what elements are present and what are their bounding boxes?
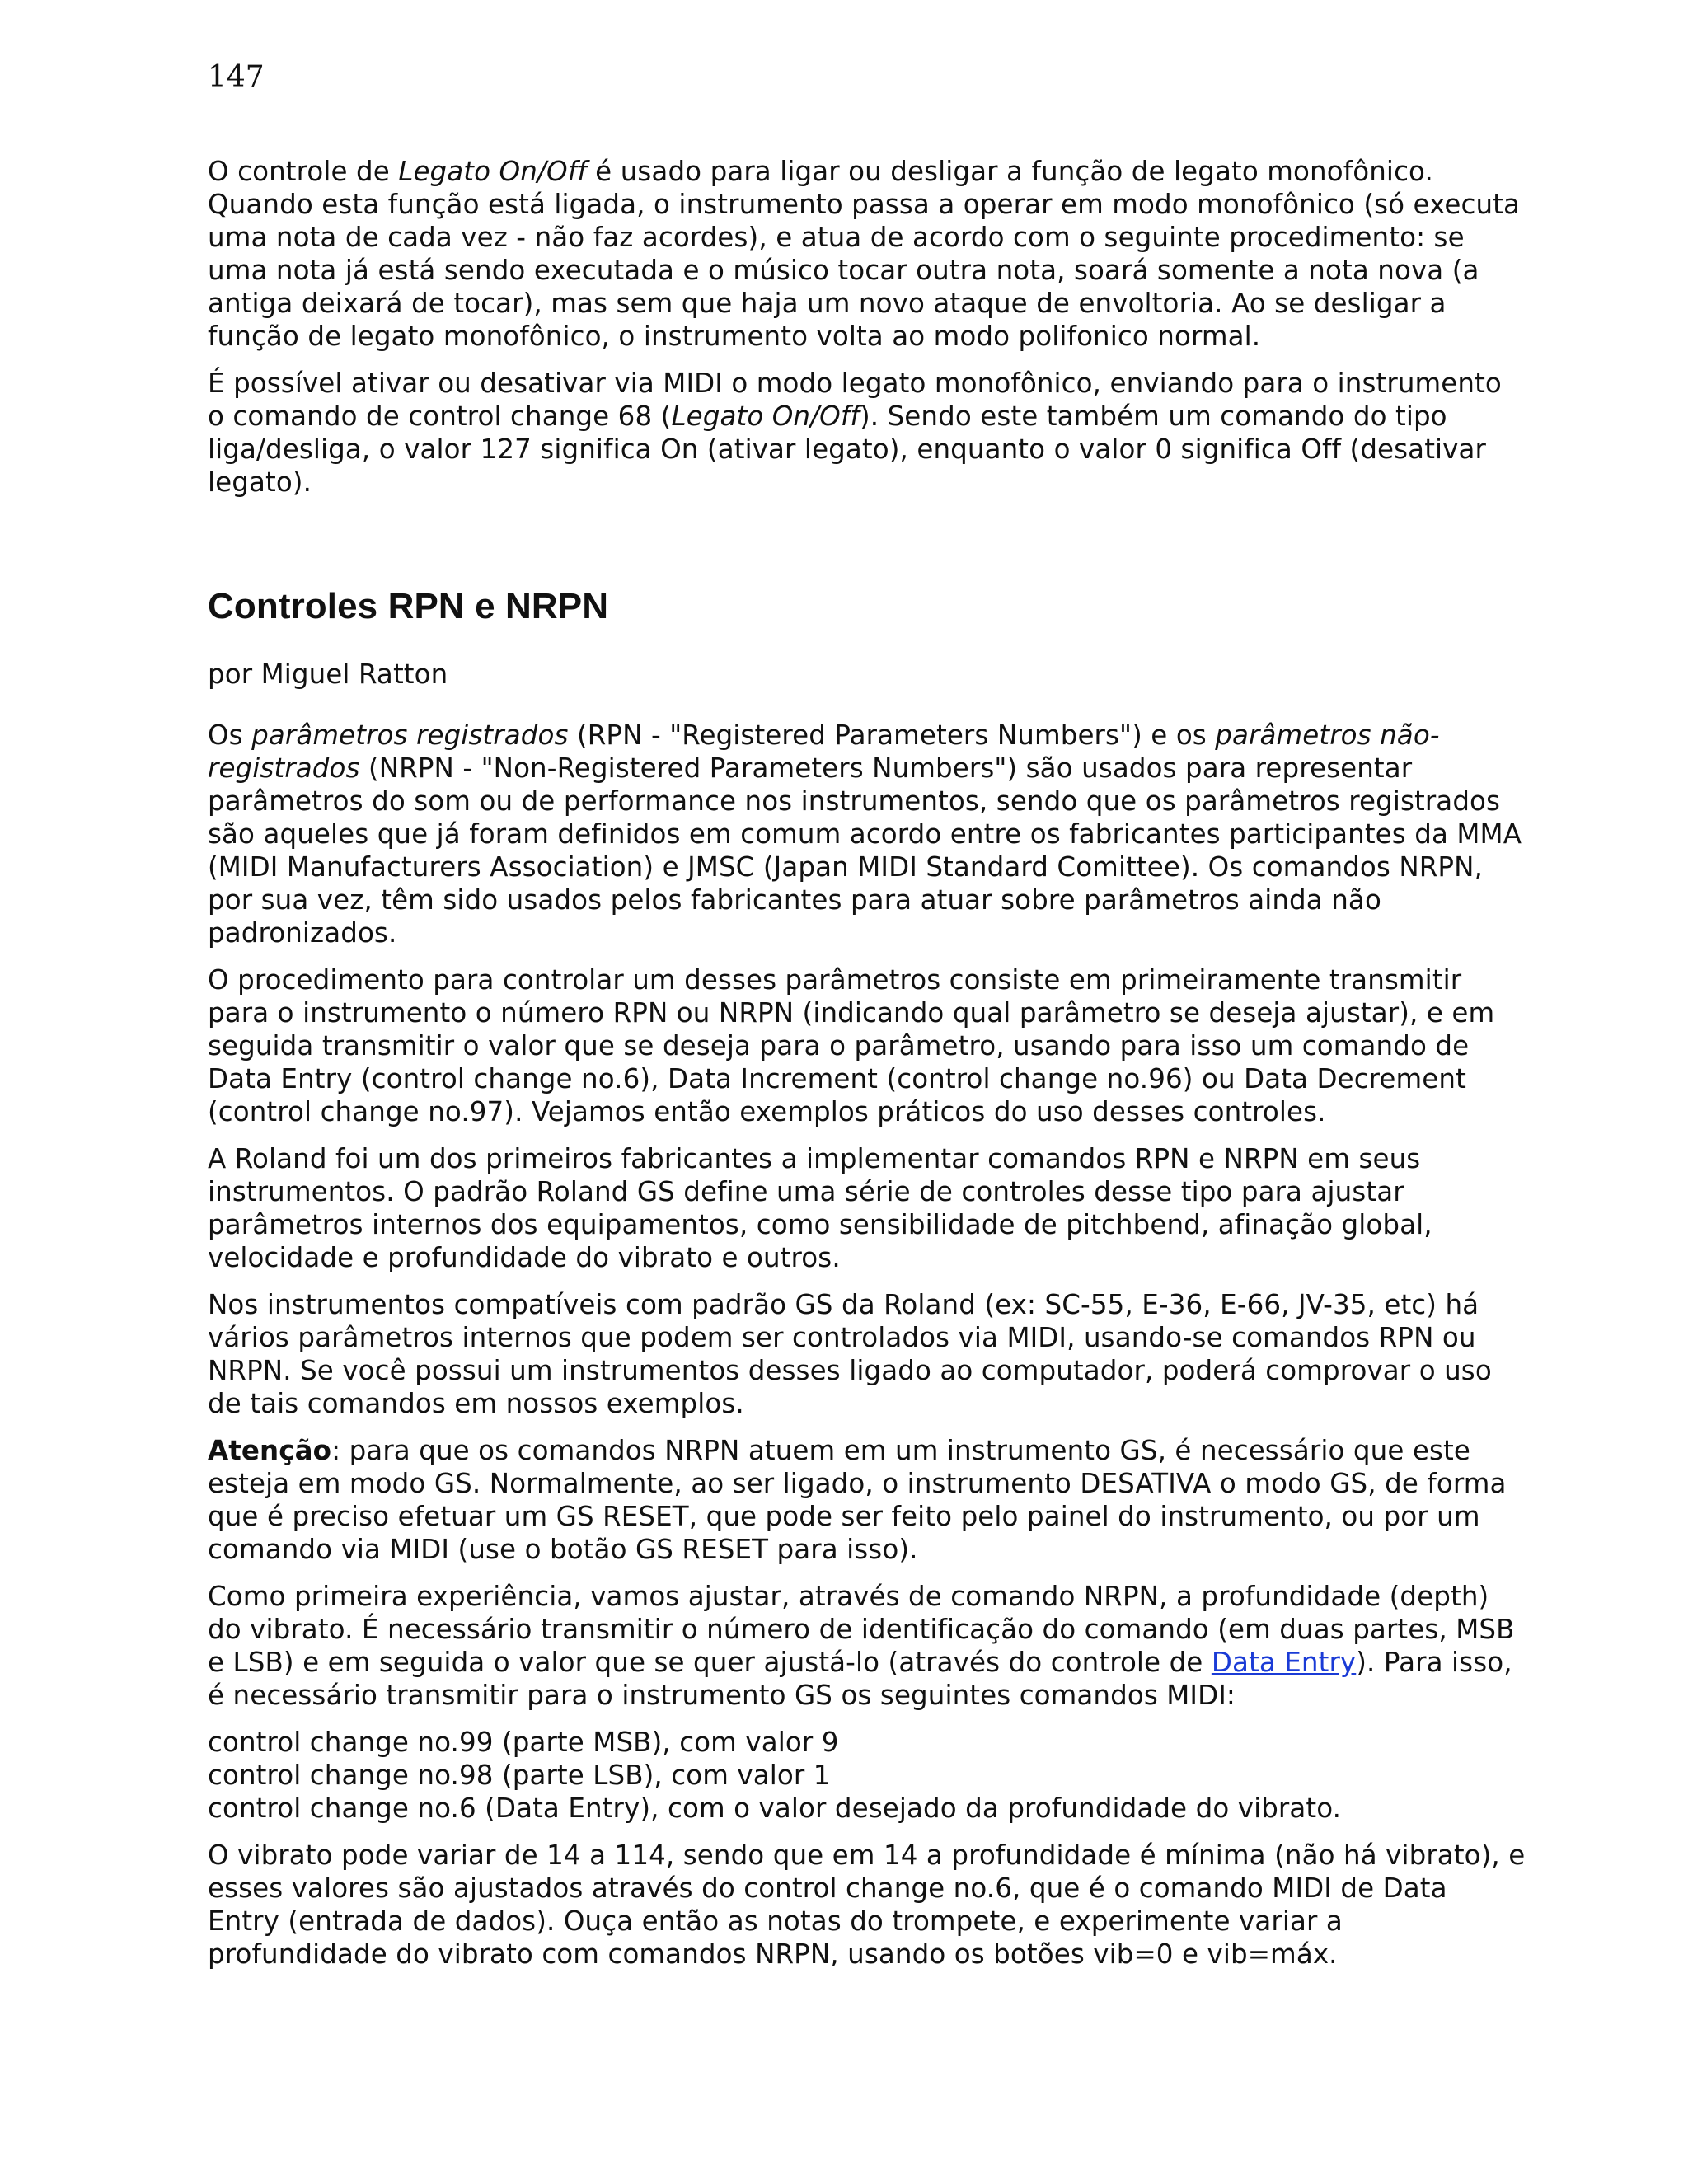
italic-term: parâmetros não-registrados: [208, 719, 1440, 784]
paragraph-legato-intro: [208, 155, 1526, 353]
command-list: [208, 1726, 1526, 1825]
data-entry-link[interactable]: Data Entry: [1211, 1647, 1357, 1678]
command-line: control change no.6 (Data Entry), com o valor desejado da profundidade do vibrato.: [208, 1793, 1342, 1824]
paragraph-vibrato-range: O vibrato pode variar de 14 a 114, sendo que em 14 a profundidade é mínima (não há vibrato), e esses valores são ajustados através do control change no.6, que é o comando MIDI de Data Entry (entrada de dados). Ouça então as notas do trompete, e experimente variar a profundidade do vibrato com comandos NRPN, usando os botões vib=0 e vib=máx.: [208, 1840, 1526, 1970]
text: ). Sendo este também um comando do tipo liga/desliga, o valor 127 significa On (ativar legato), enquanto o valor 0 significa Off (desativar legato).: [208, 401, 1486, 498]
text: é usado para ligar ou desligar a função de legato monofônico. Quando esta função está ligada, o instrumento passa a operar em modo monofônico (só executa uma nota de cada vez - não faz acordes), e atua de acordo com o seguinte procedimento: se uma nota já está sendo executada e o músico tocar outra nota, soará somente a nota nova (a antiga deixará de tocar), mas sem que haja um novo ataque de envoltoria. Ao se desligar a função de legato monofônico, o instrumento volta ao modo polifonico normal.: [208, 156, 1521, 352]
paragraph-gs-instruments: Nos instrumentos compatíveis com padrão GS da Roland (ex: SC-55, E-36, E-66, JV-35, etc) há vários parâmetros internos que podem ser controlados via MIDI, usando-se comandos RPN ou NRPN. Se você possui um instrumentos desses ligado ao computador, poderá comprovar o uso de tais comandos em nossos exemplos.: [208, 1289, 1492, 1419]
command-line: control change no.99 (parte MSB), com valor 9: [208, 1727, 839, 1758]
paragraph-roland: A Roland foi um dos primeiros fabricantes a implementar comandos RPN e NRPN em seus instrumentos. O padrão Roland GS define uma série de controles desse tipo para ajustar parâmetros internos dos equipamentos, como sensibilidade de pitchbend, afinação global, velocidade e profundidade do vibrato e outros.: [208, 1143, 1432, 1273]
paragraph-first-experiment: [208, 1580, 1526, 1712]
command-line: control change no.98 (parte LSB), com valor 1: [208, 1760, 831, 1791]
text: (NRPN - "Non-Registered Parameters Numbers") são usados para representar parâmetros do som ou de performance nos instrumentos, sendo que os parâmetros registrados são aqueles que já foram definidos em comum acordo entre os fabricantes participantes da MMA (MIDI Manufacturers Association) e JMSC (Japan MIDI Standard Comittee). Os comandos NRPN, por sua vez, têm sido usados pelos fabricantes para atuar sobre parâmetros ainda não padronizados.: [208, 752, 1522, 949]
document-body: [208, 155, 1526, 1985]
text: Os: [208, 719, 252, 751]
section-heading: Controles RPN e NRPN: [208, 586, 609, 626]
paragraph-procedure: O procedimento para controlar um desses parâmetros consiste em primeiramente transmitir para o instrumento o número RPN ou NRPN (indicando qual parâmetro se deseja ajustar), e em seguida transmitir o valor que se deseja para o parâmetro, usando para isso um comando de Data Entry (control change no.6), Data Increment (control change no.96) ou Data Decrement (control change no.97). Vejamos então exemplos práticos do uso desses controles.: [208, 964, 1495, 1127]
text: O controle de: [208, 156, 399, 187]
text: É possível ativar ou desativar via MIDI o modo legato monofônico, enviando para o instrumento o comando de control change 68 (: [208, 368, 1502, 432]
section-spacer: [208, 513, 1526, 585]
italic-term: Legato On/Off: [671, 401, 860, 432]
text: : para que os comandos NRPN atuem em um instrumento GS, é necessário que este esteja em modo GS. Normalmente, ao ser ligado, o instrumento DESATIVA o modo GS, de forma que é preciso efetuar um GS RESET, que pode ser feito pelo painel do instrumento, ou por um comando via MIDI (use o botão GS RESET para isso).: [208, 1435, 1507, 1565]
page-number: 147: [208, 60, 265, 94]
text: ). Para isso, é necessário transmitir para o instrumento GS os seguintes comandos MIDI:: [208, 1647, 1512, 1711]
text: (RPN - "Registered Parameters Numbers") e os: [568, 719, 1216, 751]
bold-label: Atenção: [208, 1435, 332, 1466]
italic-term: Legato On/Off: [398, 156, 587, 187]
paragraph-attention: [208, 1434, 1526, 1566]
byline: por Miguel Ratton: [208, 658, 448, 690]
italic-term: parâmetros registrados: [251, 719, 569, 751]
paragraph-legato-midi: [208, 367, 1526, 499]
paragraph-rpn-definition: [208, 719, 1526, 949]
text: Como primeira experiência, vamos ajustar, através de comando NRPN, a profundidade (depth) do vibrato. É necessário transmitir o número de identificação do comando (em duas partes, MSB e LSB) e em seguida o valor que se quer ajustá-lo (através do controle de: [208, 1581, 1515, 1678]
